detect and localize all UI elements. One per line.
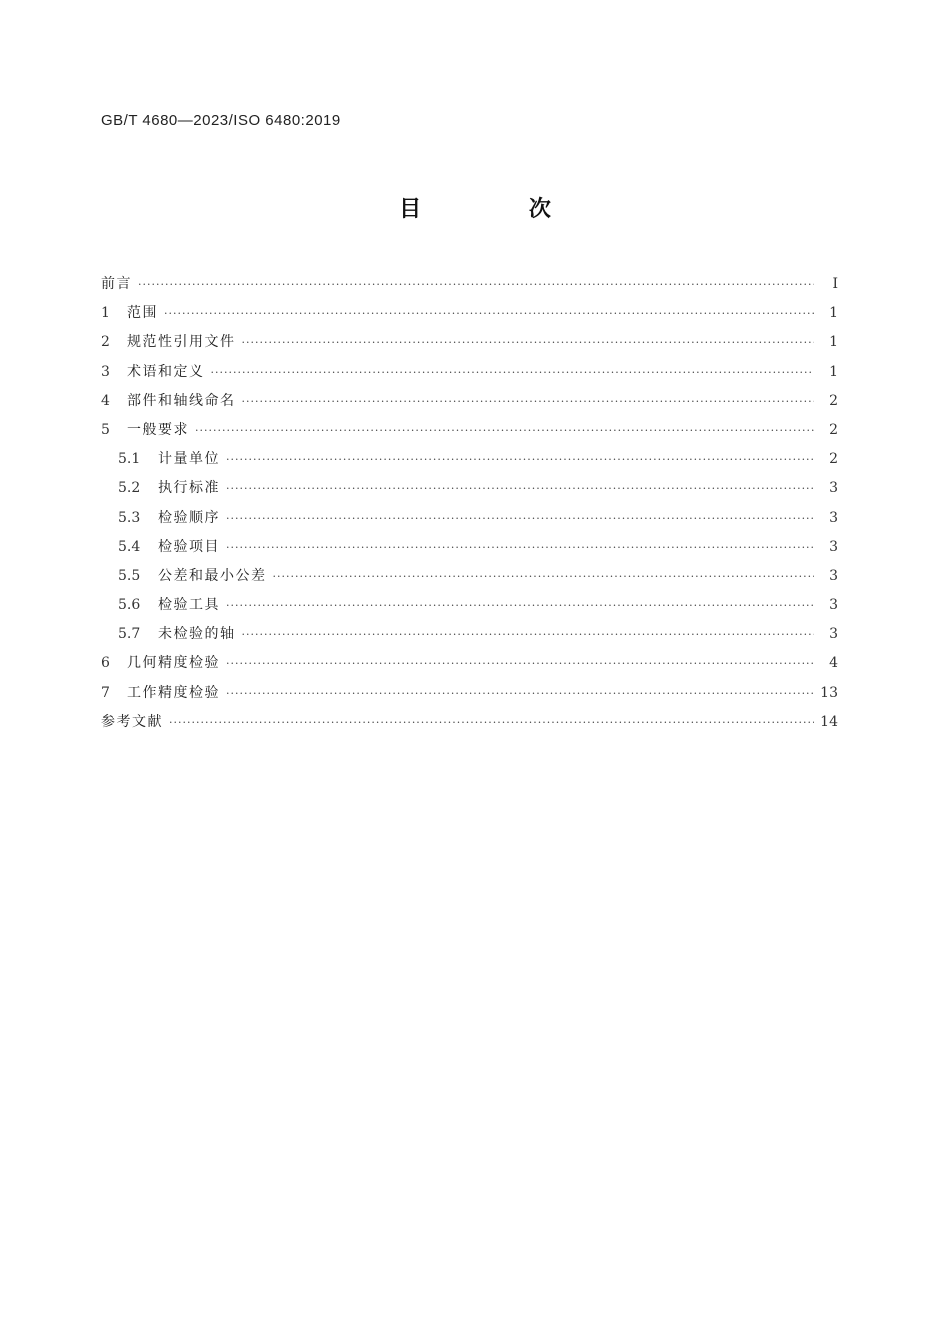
toc-entry-number: 3 [101,363,110,380]
toc-entry-page: 1 [829,334,838,351]
toc-entry-page: 3 [829,480,838,497]
toc-entry-page: 14 [820,713,838,730]
toc-entry-number: 7 [101,684,110,701]
toc-entry[interactable] [101,299,838,328]
toc-leader-dots [242,387,815,416]
toc-entry[interactable] [101,445,838,474]
toc-entry[interactable] [101,679,838,708]
toc-entry-number: 5 [101,421,110,438]
toc-leader-dots [211,358,815,387]
toc-entry-page: 2 [829,421,838,438]
toc-entry[interactable] [101,708,838,737]
toc-entry-title: 未检验的轴 [158,626,236,643]
toc-entry[interactable] [101,620,838,649]
toc-entry-number: 2 [101,334,110,351]
toc-entry-page: 3 [829,538,838,555]
toc-entry-number: 5.5 [118,567,141,584]
toc-entry-title: 术语和定义 [127,363,205,380]
toc-entry-page: 3 [829,567,838,584]
toc-entry[interactable] [101,358,838,387]
toc-entry[interactable] [101,649,838,678]
toc-leader-dots [226,445,814,474]
toc-entry-title: 规范性引用文件 [127,334,236,351]
toc-entry-page: 2 [829,392,838,409]
toc-leader-dots [242,620,815,649]
toc-entry[interactable] [101,591,838,620]
toc-entry-page: 2 [829,451,838,468]
toc-entry-number: 5.7 [118,626,141,643]
toc-entry-page: 1 [829,305,838,322]
toc-entry-title: 工作精度检验 [127,684,220,701]
toc-entry[interactable] [101,416,838,445]
toc-leader-dots [226,474,814,503]
toc-leader-dots [195,416,814,445]
toc-entry-page: Ⅰ [832,276,838,292]
toc-entry-title: 执行标准 [158,480,220,497]
toc-entry[interactable] [101,328,838,357]
toc-entry-title: 前言 [101,276,132,292]
toc-entry-page: 4 [829,655,838,672]
toc-leader-dots [226,533,814,562]
toc-entry-title: 检验顺序 [158,509,220,526]
toc-entry-title: 计量单位 [158,451,220,468]
toc-leader-dots [169,708,814,737]
toc-entry-number: 5.3 [118,509,141,526]
toc-leader-dots [273,562,815,591]
toc-entry-number: 4 [101,392,110,409]
toc-entry-number: 5.2 [118,480,141,497]
toc-entry-title: 部件和轴线命名 [127,392,236,409]
toc-entry-page: 3 [829,597,838,614]
toc-entry-title: 检验工具 [158,597,220,614]
standard-code: GB/T 4680—2023/ISO 6480:2019 [101,112,341,129]
toc-leader-dots [138,270,814,299]
toc-entry[interactable] [101,270,838,299]
toc-entry[interactable] [101,533,838,562]
toc-entry-page: 3 [829,626,838,643]
table-of-contents [101,270,838,737]
toc-entry-page: 13 [820,684,838,701]
toc-entry-number: 5.6 [118,597,141,614]
toc-entry-page: 3 [829,509,838,526]
toc-entry-page: 1 [829,363,838,380]
toc-leader-dots [226,679,814,708]
toc-entry-title: 检验项目 [158,538,220,555]
toc-entry-title: 参考文献 [101,713,163,730]
toc-entry-number: 1 [101,305,110,322]
toc-leader-dots [226,591,814,620]
toc-entry-title: 一般要求 [127,421,189,438]
toc-entry[interactable] [101,562,838,591]
toc-entry-title: 公差和最小公差 [158,567,267,584]
toc-entry-number: 6 [101,655,110,672]
toc-entry[interactable] [101,504,838,533]
toc-entry-number: 5.1 [118,451,141,468]
toc-leader-dots [226,504,814,533]
toc-entry-title: 范围 [127,305,158,322]
toc-leader-dots [242,328,815,357]
page-title: 目 次 [399,197,601,222]
toc-entry[interactable] [101,387,838,416]
toc-entry-number: 5.4 [118,538,141,555]
toc-entry-title: 几何精度检验 [127,655,220,672]
toc-entry[interactable] [101,474,838,503]
toc-leader-dots [226,649,814,678]
toc-leader-dots [164,299,814,328]
